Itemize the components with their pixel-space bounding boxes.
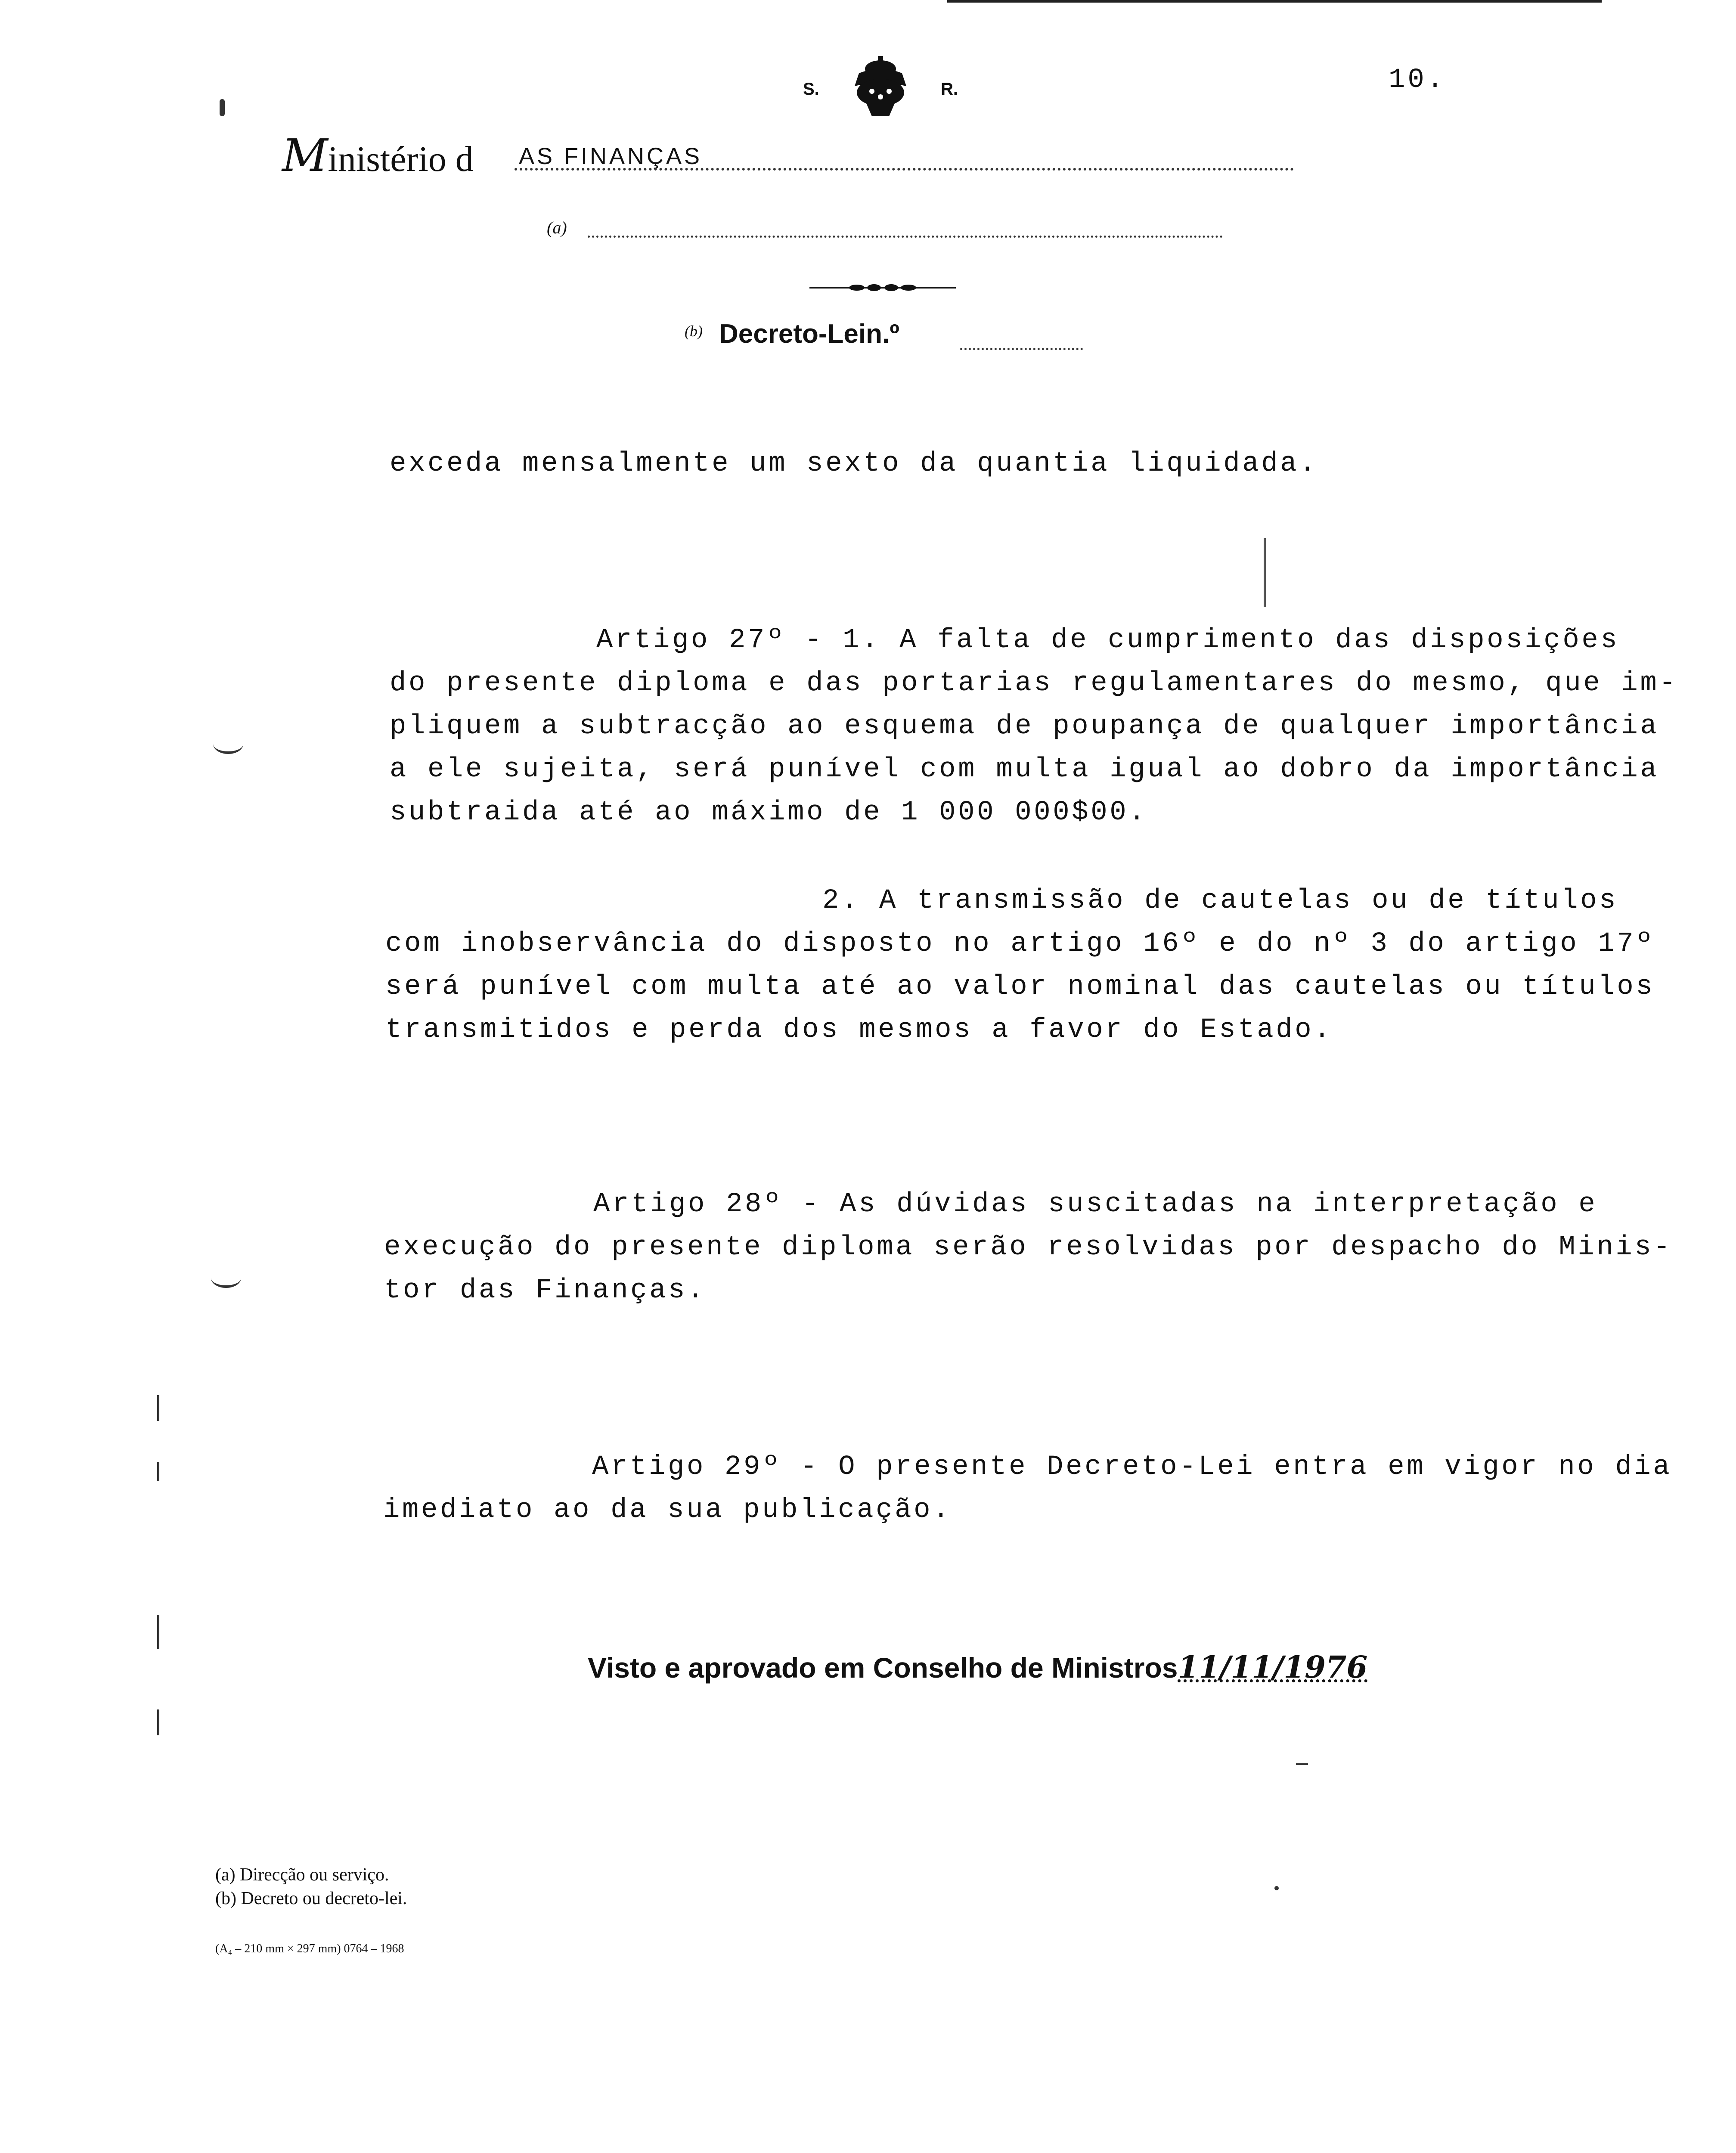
text-line: será punível com multa até ao valor nominal das cautelas ou títulos	[385, 971, 1655, 1002]
footnote-a: (a) Direcção ou serviço.	[215, 1865, 389, 1885]
ministry-title-initial: M	[282, 129, 328, 182]
page-number: 10.	[1389, 65, 1446, 96]
text-line: a ele sujeita, será punível com multa igual ao dobro da importância	[390, 754, 1659, 785]
text-line: imediato ao da sua publicação.	[383, 1495, 952, 1526]
direction-dotted-line	[588, 236, 1223, 238]
ministry-dotted-line	[515, 168, 1294, 171]
text-line: 2. A transmissão de cautelas ou de títulos	[822, 885, 1618, 916]
text-line: tor das Finanças.	[384, 1275, 707, 1306]
approval-line	[588, 1649, 1367, 1685]
approval-date: 11/11/1976	[1178, 1649, 1368, 1685]
ministry-heading	[282, 129, 1294, 182]
text-line: Artigo 27º - 1. A falta de cumprimento das disposições	[596, 625, 1620, 656]
text-line: Artigo 29º - O presente Decreto-Lei entra em vigor no dia	[592, 1452, 1672, 1483]
form-code: (A₄ – 210 mm × 297 mm) 0764 – 1968	[215, 1942, 404, 1955]
scan-artifact	[1274, 1886, 1279, 1890]
margin-mark	[157, 1709, 159, 1735]
margin-mark	[157, 1615, 159, 1649]
approval-text: Visto e aprovado em Conselho de Ministros	[588, 1652, 1178, 1684]
margin-mark	[157, 1462, 159, 1481]
text-line: exceda mensalmente um sexto da quantia liquidada.	[390, 448, 1318, 479]
text-line: transmitidos e perda dos mesmos a favor do Estado.	[385, 1014, 1333, 1045]
top-rule	[947, 0, 1602, 3]
margin-mark	[213, 734, 243, 754]
decree-line	[685, 319, 1083, 353]
direction-line	[547, 217, 1223, 243]
decree-dotted-line	[960, 348, 1083, 350]
text-line: do presente diploma e das portarias regulamentares do mesmo, que im-	[390, 668, 1678, 699]
emblem-left-letter: S.	[803, 80, 819, 99]
text-line: pliquem a subtracção ao esquema de poupança de qualquer importância	[390, 711, 1659, 742]
scan-artifact	[1264, 538, 1266, 607]
decree-footnote-label: (b)	[685, 323, 703, 340]
text-line: Artigo 28º - As dúvidas suscitadas na interpretação e	[593, 1189, 1598, 1220]
scan-artifact	[1296, 1763, 1308, 1765]
footnote-b: (b) Decreto ou decreto-lei.	[215, 1889, 407, 1908]
text-line: com inobservância do disposto no artigo 16º e do nº 3 do artigo 17º	[385, 928, 1655, 959]
text-line: subtraida até ao máximo de 1 000 000$00.	[390, 797, 1148, 828]
decree-label: Decreto-Lein.º	[719, 319, 899, 349]
margin-mark	[220, 99, 225, 116]
coat-of-arms-icon	[842, 56, 919, 121]
emblem-right-letter: R.	[941, 80, 958, 99]
ornament-divider	[809, 282, 956, 293]
margin-mark	[211, 1268, 241, 1288]
ministry-title: Ministério d	[282, 129, 474, 182]
margin-mark	[157, 1395, 159, 1421]
text-line: execução do presente diploma serão resolvidas por despacho do Minis-	[384, 1232, 1673, 1263]
ministry-department: AS FINANÇAS	[519, 143, 703, 169]
direction-label: (a)	[547, 218, 567, 237]
